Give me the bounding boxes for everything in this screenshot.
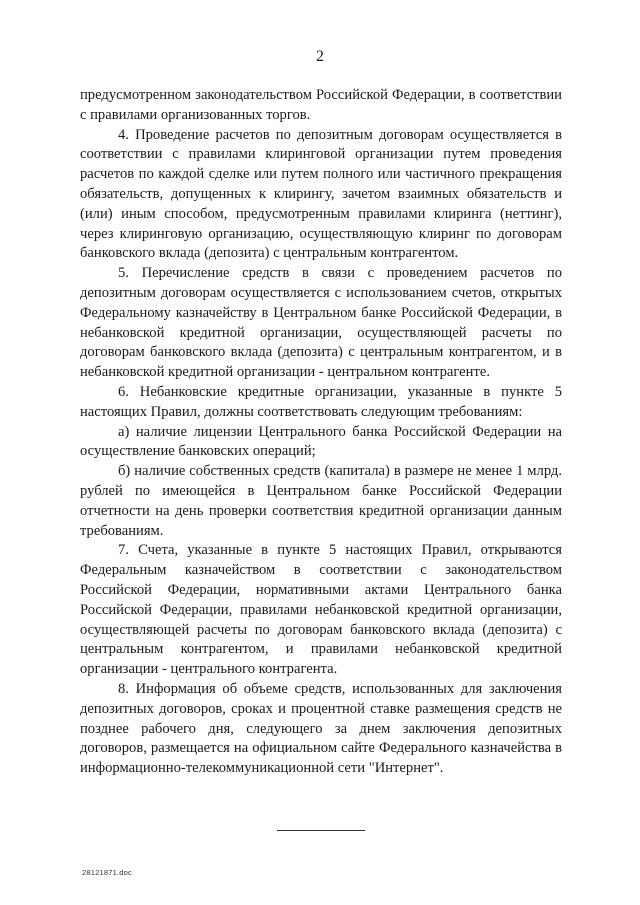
document-body: [80, 86, 562, 779]
paragraph-item-4: 4. Проведение расчетов по депозитным договорам осуществляется в соответствии с правилами клиринговой организации путем проведения расчетов по каждой сделке или путем полного или частичного прекращения обязательств, допущенных к клирингу, зачетом взаимных обязательств и (или) иным способом, предусмотренным правилами клиринга (неттинг), через клиринговую организацию, осуществляющую клиринг по договорам банковского вклада (депозита) с центральным контрагентом.: [80, 126, 562, 262]
paragraph-item-8: 8. Информация об объеме средств, использованных для заключения депозитных договоров, сроках и процентной ставке размещения средств не позднее рабочего дня, следующего за днем заключения депозитных договоров, размещается на официальном сайте Федерального казначейства в информационно-телекоммуникационной сети "Интернет".: [80, 680, 562, 777]
paragraph-item-5: 5. Перечисление средств в связи с проведением расчетов по депозитным договорам осуществляется с использованием счетов, открытых Федеральному казначейству в Центральном банке Российской Федерации, в небанковской кредитной организации, осуществляющей расчеты по договорам банковского вклада (депозита) с центральным контрагентом, и в небанковской кредитной организации - центральном контрагенте.: [80, 265, 562, 381]
paragraph-continuation: предусмотренном законодательством Российской Федерации, в соответствии с правилами организованных торгов.: [80, 87, 562, 123]
page-number: 2: [316, 48, 324, 65]
footer-file-code: 28121871.doc: [82, 868, 132, 877]
paragraph-subitem-b: б) наличие собственных средств (капитала) в размере не менее 1 млрд. рублей по имеющейся в Центральном банке Российской Федерации отчетности на день проверки соответствия кредитной организации данным требованиям.: [80, 463, 562, 539]
paragraph-item-6: 6. Небанковские кредитные организации, указанные в пункте 5 настоящих Правил, должны соответствовать следующим требованиям:: [80, 383, 562, 420]
paragraph-subitem-a: а) наличие лицензии Центрального банка Российской Федерации на осуществление банковских операций;: [80, 423, 562, 460]
paragraph-item-7: 7. Счета, указанные в пункте 5 настоящих Правил, открываются Федеральным казначейством в соответствии с законодательством Российской Федерации, нормативными актами Центрального банка Российской Федерации, правилами небанковской кредитной организации, осуществляющей расчеты по договорам банковского вклада (депозита) с центральным контрагентом, и правилами небанковской кредитной организации - центрального контрагента.: [80, 542, 562, 678]
end-separator-line: [277, 830, 365, 831]
